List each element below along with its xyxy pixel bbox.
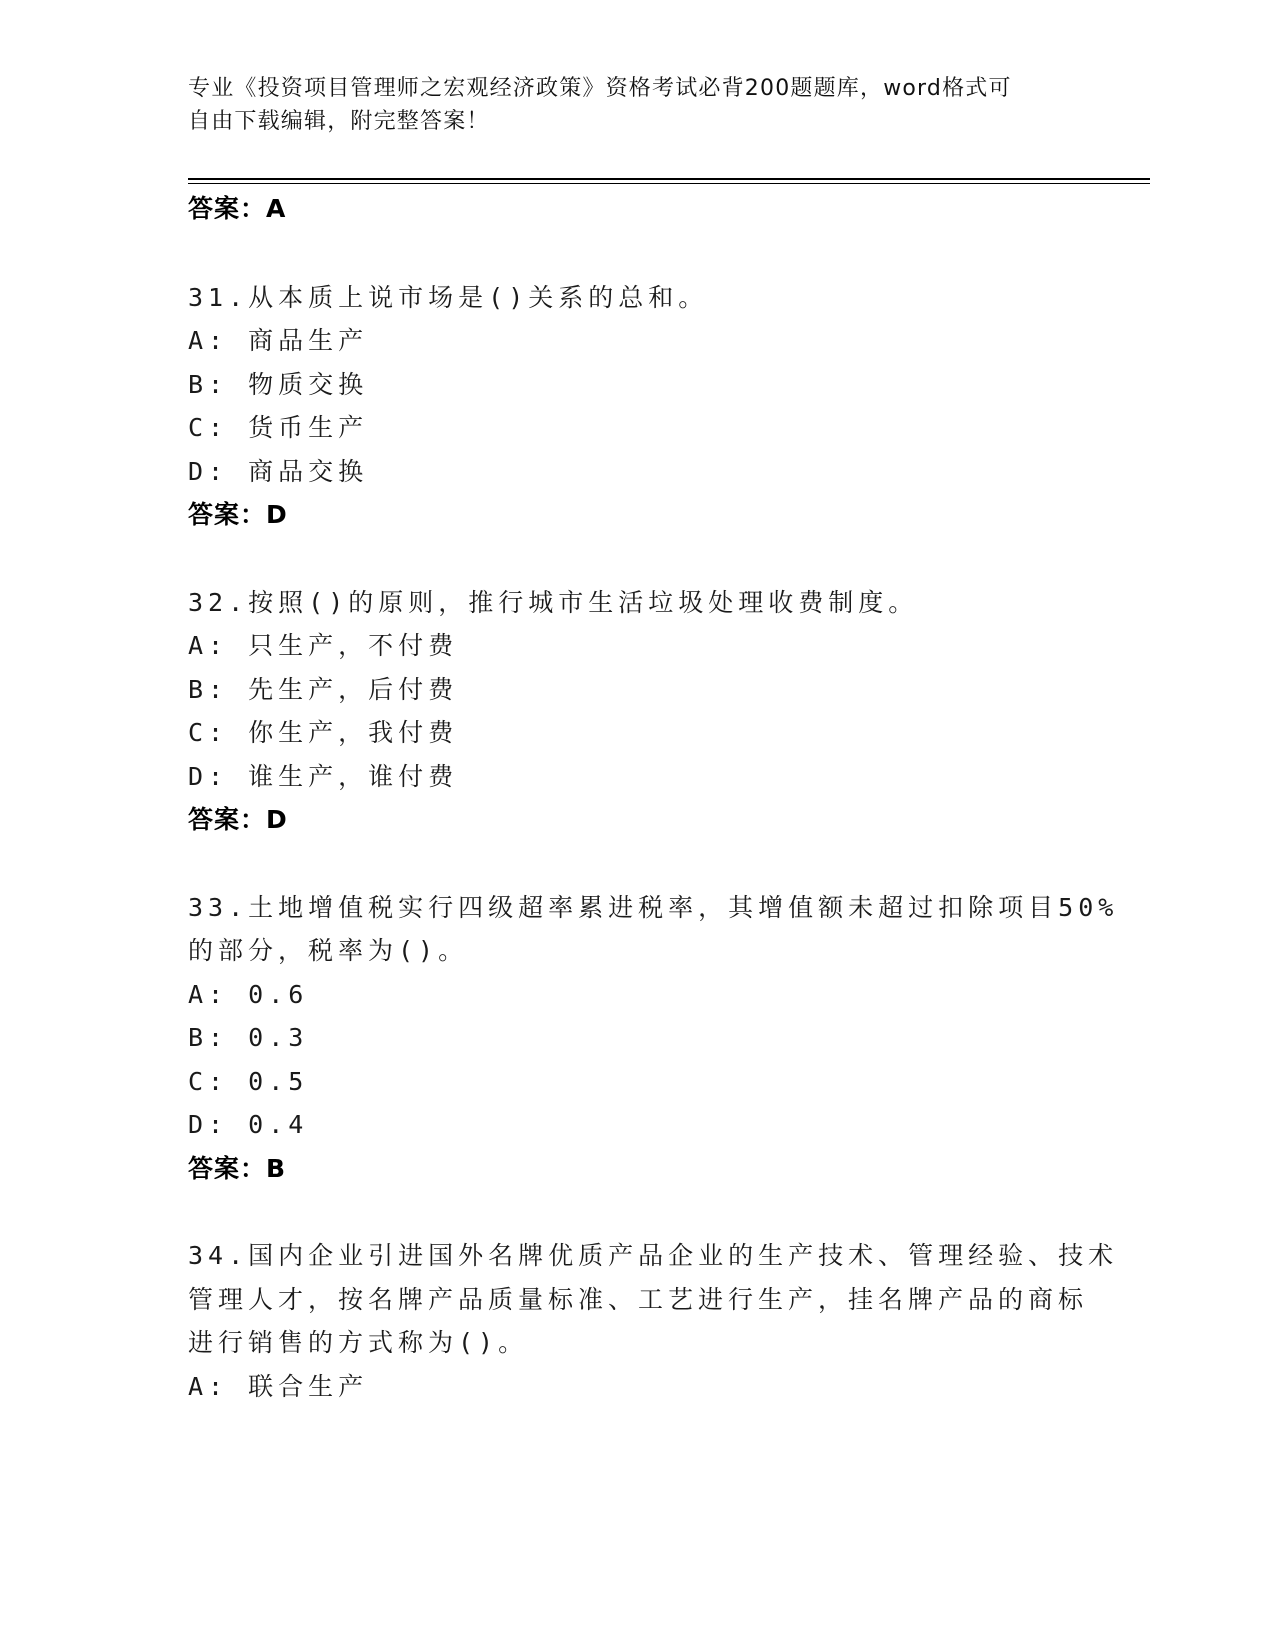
question-32-option-b: B: 先生产，后付费 [188,675,459,704]
header-rule-thick [188,178,1150,180]
document-header [188,72,1068,138]
question-31-option-c: C: 货币生产 [188,413,369,442]
question-31-option-a: A: 商品生产 [188,326,369,355]
question-32-answer: 答案：D [188,805,288,834]
header-rule-thin [188,183,1150,184]
question-32-option-d: D: 谁生产，谁付费 [188,762,459,791]
question-33-option-a: A: 0.6 [188,980,309,1009]
question-32-option-a: A: 只生产，不付费 [188,631,459,660]
question-33-option-b: B: 0.3 [188,1023,309,1052]
question-33-answer: 答案：B [188,1154,287,1183]
question-32-stem: 32.按照()的原则，推行城市生活垃圾处理收费制度。 [188,588,919,617]
question-31-option-d: D: 商品交换 [188,457,369,486]
question-33-stem-line-1: 33.土地增值税实行四级超率累进税率，其增值额未超过扣除项目50% [188,893,1119,922]
question-33-option-c: C: 0.5 [188,1067,309,1096]
question-33-option-d: D: 0.4 [188,1110,309,1139]
question-34-stem-line-3: 进行销售的方式称为()。 [188,1328,529,1357]
question-32-option-c: C: 你生产，我付费 [188,718,459,747]
question-31-answer: 答案：D [188,500,288,529]
question-31-option-b: B: 物质交换 [188,370,369,399]
header-line-1: 专业《投资项目管理师之宏观经济政策》资格考试必背200题题库，word格式可 [188,76,1012,101]
question-34-option-a: A: 联合生产 [188,1372,369,1401]
question-34-stem-line-2: 管理人才，按名牌产品质量标准、工艺进行生产，挂名牌产品的商标 [188,1285,1089,1314]
answer-previous: 答案：A [188,194,287,223]
question-34-stem-line-1: 34.国内企业引进国外名牌优质产品企业的生产技术、管理经验、技术 [188,1241,1119,1270]
question-31-stem: 31.从本质上说市场是()关系的总和。 [188,283,709,312]
question-33-stem-line-2: 的部分，税率为()。 [188,936,469,965]
header-line-2: 自由下载编辑，附完整答案！ [188,109,490,134]
